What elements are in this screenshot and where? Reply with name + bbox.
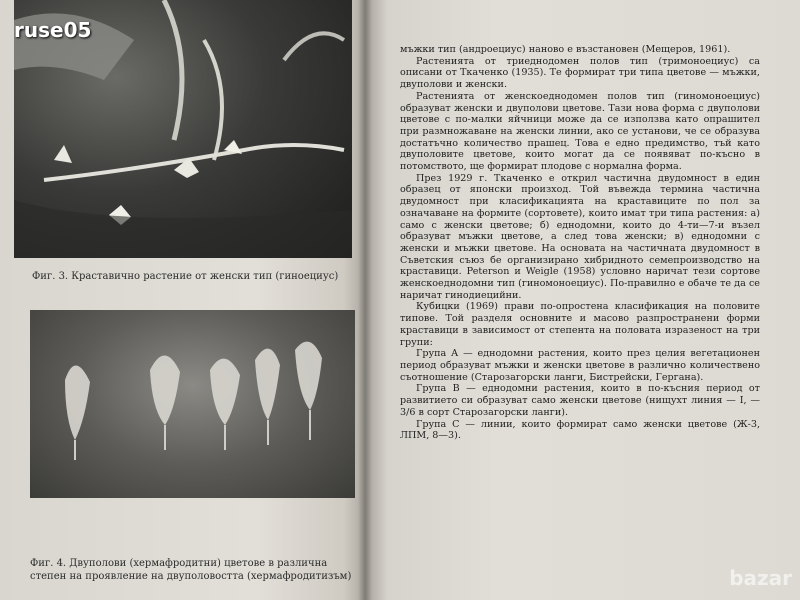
- paragraph: Група А — еднодомни растения, които през целия вегетационен период образуват мъжки и женски цветове в различно количествено съотношение (Старозагорски ланги, Бистрейски, Гергана).: [400, 348, 760, 383]
- body-text: [400, 44, 760, 442]
- logo-text: bazar: [729, 566, 792, 590]
- paragraph: Растенията от триеднодомен полов тип (тримоноециус) са описани от Ткаченко (1935). Те формират три типа цветове — мъжки, двуполови и женски.: [400, 55, 760, 91]
- paragraph: През 1929 г. Ткаченко е открил частична двудомност в един образец от японски произход. Той въвежда термина частична двудомност при класификацията на краставиците по пол за означаване на формите (сортовете), които имат три типа растения: а) само с женски цветове; б) еднодомни, които до 4-ти—7-и възел образуват мъжки цветове, а след това женски; в) еднодомни с женски и мъжки цветове. На основата на частичната двудомност в Съветския съюз бе организирано хибридното семепроизводство на краставици. Peterson и Weigle (1958) условно наричат тези сортове женскоеднодомни тип (гиномоноециус). По-правилно е обаче те да се наричат гинодиецийни.: [400, 172, 760, 301]
- paragraph: Кубицки (1969) прави по-опростена класификация на половите типове. Той разделя основните и масово разпространени форми краставици в зависимост от степента на половата изразеност на три групи:: [400, 301, 760, 348]
- paragraph: Група В — еднодомни растения, които в по-късния период от развитието си образуват само женски цветове (нищухт линия — I, — 3/6 в сорт Старозагорски ланги).: [400, 383, 760, 418]
- paragraph: мъжки тип (андроециус) наново е възстановен (Мещеров, 1961).: [400, 44, 731, 55]
- left-page: [0, 0, 366, 600]
- site-logo: [729, 566, 792, 590]
- figure-4-caption: Фиг. 4. Двуполови (хермафродитни) цветове в различна степен на проявление на двуполовостта (хермафродитизъм): [30, 558, 352, 582]
- paragraph: Група С — линии, които формират само женски цветове (Ж-3, ЛПМ, 8—3).: [400, 418, 760, 442]
- hermaphrodite-flowers-photo: [30, 310, 355, 498]
- paragraph: Растенията от женскоеднодомен полов тип (гиномоноециус) образуват женски и двуполови цветове. Тази нова форма с двуполови цветове с по-малки яйчници може да се използва като опрашител при размножаване на женски линии, ако се установи, че се образува достатъчно количество прашец. Това е едно предимство, тъй като двуполовите цветове, които могат да се появяват по-късно в потомството, ще формират плодове с нормална форма.: [400, 90, 760, 173]
- book-gutter: [358, 0, 372, 600]
- watermark: ruse05: [14, 18, 92, 42]
- figure-3-caption: Фиг. 3. Краставично растение от женски тип (гиноециус): [32, 271, 339, 282]
